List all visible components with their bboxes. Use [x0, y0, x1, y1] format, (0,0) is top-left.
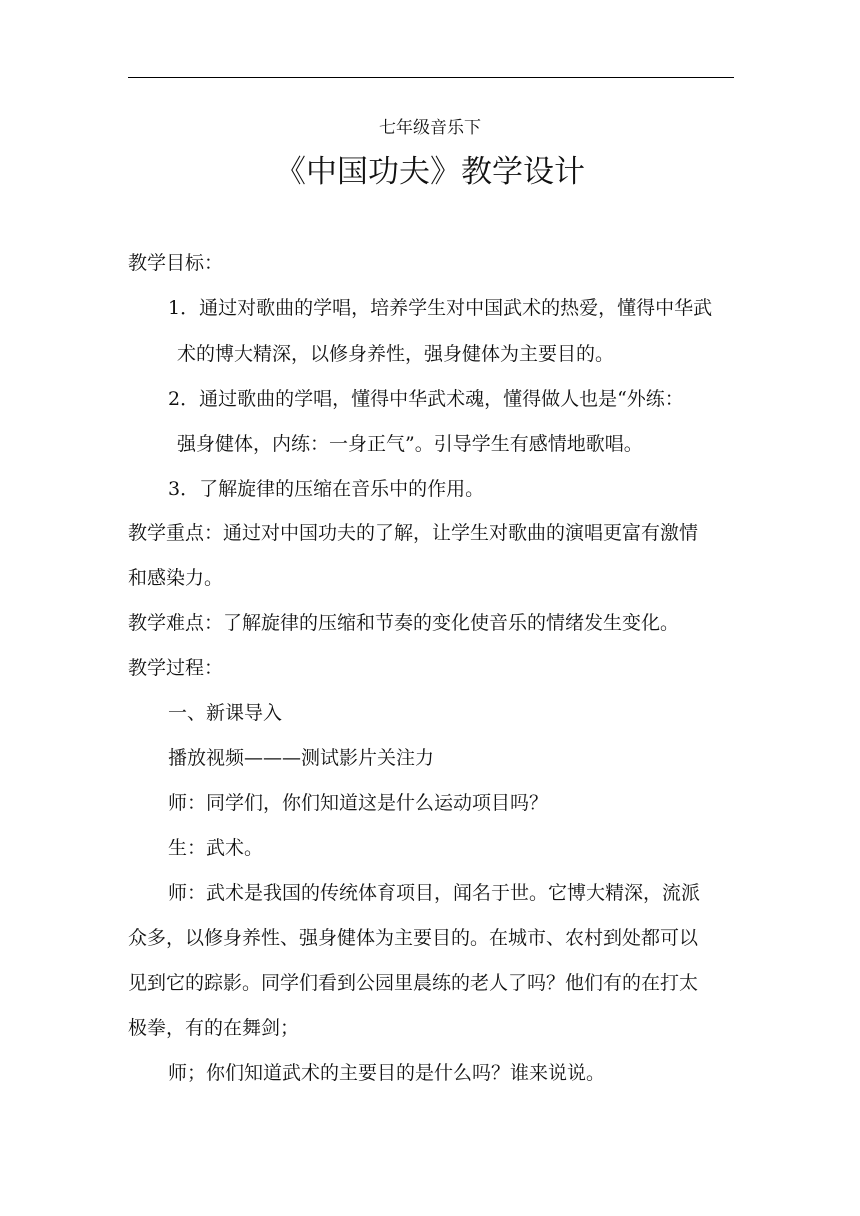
teacher-paragraph-line1: 师：武术是我国的传统体育项目，闻名于世。它博大精深，流派 — [168, 882, 701, 904]
objective-2-line2: 强身健体，内练：一身正气”。引导学生有感情地歌唱。 — [177, 433, 643, 455]
objectives-heading: 教学目标： — [128, 252, 224, 274]
teacher-paragraph-line3: 见到它的踪影。同学们看到公园里晨练的老人了吗？他们有的在打太 — [128, 972, 699, 994]
teacher-paragraph-line2: 众多，以修身养性、强身健体为主要目的。在城市、农村到处都可以 — [128, 927, 699, 949]
section-1-heading: 一、新课导入 — [168, 702, 283, 724]
objective-3-line1: 3．了解旋律的压缩在音乐中的作用。 — [168, 478, 485, 500]
teacher-question-1: 师：同学们，你们知道这是什么运动项目吗？ — [168, 792, 549, 814]
video-line: 播放视频———测试影片关注力 — [168, 747, 435, 769]
difficulty: 教学难点：了解旋律的压缩和节奏的变化使音乐的情绪发生变化。 — [128, 612, 680, 634]
teacher-question-2: 师；你们知道武术的主要目的是什么吗？谁来说说。 — [168, 1062, 606, 1084]
key-point-line2: 和感染力。 — [128, 567, 224, 589]
objective-1-line2: 术的博大精深，以修身养性，强身健体为主要目的。 — [177, 343, 615, 365]
teacher-paragraph-line4: 极拳，有的在舞剑； — [128, 1017, 300, 1039]
process-heading: 教学过程： — [128, 657, 224, 679]
objective-2-line1: 2．通过歌曲的学唱，懂得中华武术魂，懂得做人也是“外练： — [168, 388, 684, 410]
page-title: 《中国功夫》教学设计 — [275, 154, 585, 190]
key-point-line1: 教学重点：通过对中国功夫的了解，让学生对歌曲的演唱更富有激情 — [128, 522, 699, 544]
objective-1-line1: 1．通过对歌曲的学唱，培养学生对中国武术的热爱，懂得中华武 — [168, 297, 713, 319]
header-rule — [128, 77, 734, 78]
grade-line: 七年级音乐下 — [379, 118, 481, 138]
student-answer-1: 生：武术。 — [168, 837, 264, 859]
